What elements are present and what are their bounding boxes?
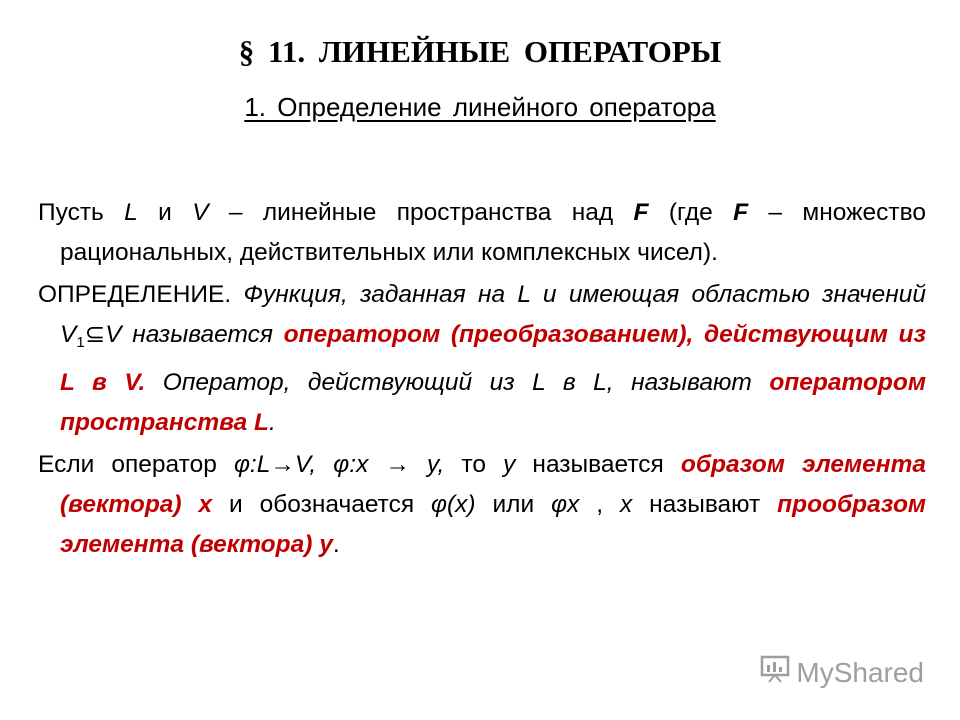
paragraph-intro: [38, 193, 926, 273]
paragraph-image: [38, 445, 926, 565]
watermark-text: MyShared: [796, 656, 924, 688]
symbol-L: L: [124, 199, 138, 226]
text: то: [444, 451, 504, 478]
definition-label: ОПРЕДЕЛЕНИЕ.: [38, 281, 244, 308]
text: Если оператор: [38, 451, 234, 478]
text: называется: [121, 321, 284, 348]
subscript: 1: [76, 334, 85, 351]
text: и обозначается: [212, 491, 432, 518]
symbol-V: V: [105, 321, 122, 348]
text: .: [268, 409, 276, 436]
text: Функция, заданная на L и имеющая областью значений: [243, 281, 926, 308]
symbol-y: y: [503, 451, 516, 478]
presentation-icon: [760, 655, 796, 690]
text: называют: [632, 491, 778, 518]
subset-symbol: ⊆: [84, 321, 106, 348]
highlight-term: прообразом элемента (вектора) y: [60, 491, 927, 558]
symbol-x: x: [619, 491, 633, 518]
text: или: [475, 491, 552, 518]
highlight-term: образом элемента (вектора) x: [60, 451, 927, 518]
math-phi-x-short: φx: [551, 491, 580, 518]
text: Оператор, действующий из L в L, называют: [145, 369, 770, 396]
symbol-F: F: [733, 199, 749, 226]
page-title: § 11. ЛИНЕЙНЫЕ ОПЕРАТОРЫ: [238, 34, 722, 69]
paragraph-definition: [38, 275, 926, 443]
text: называется: [515, 451, 681, 478]
symbol-V1: V: [60, 321, 77, 348]
math-mapping: φ:L→V, φ:x → y,: [233, 451, 445, 478]
text: – линейные пространства над: [208, 199, 634, 226]
section-subtitle: 1. Определение линейного оператора: [244, 92, 716, 122]
text: Пусть: [38, 199, 125, 226]
text: .: [332, 531, 340, 558]
text-body: [38, 193, 926, 565]
text: и: [137, 199, 193, 226]
text: – множество рациональных, действительных или комплексных чисел).: [60, 199, 926, 266]
text: ,: [579, 491, 620, 518]
math-phi-x: φ(x): [431, 491, 476, 518]
symbol-V: V: [192, 199, 209, 226]
watermark-logo: [760, 655, 924, 690]
highlight-term: оператором (преобразованием), действующим из L в V.: [60, 321, 926, 396]
highlight-term: оператором пространства L: [60, 369, 926, 436]
symbol-F: F: [633, 199, 649, 226]
text: (где: [648, 199, 734, 226]
